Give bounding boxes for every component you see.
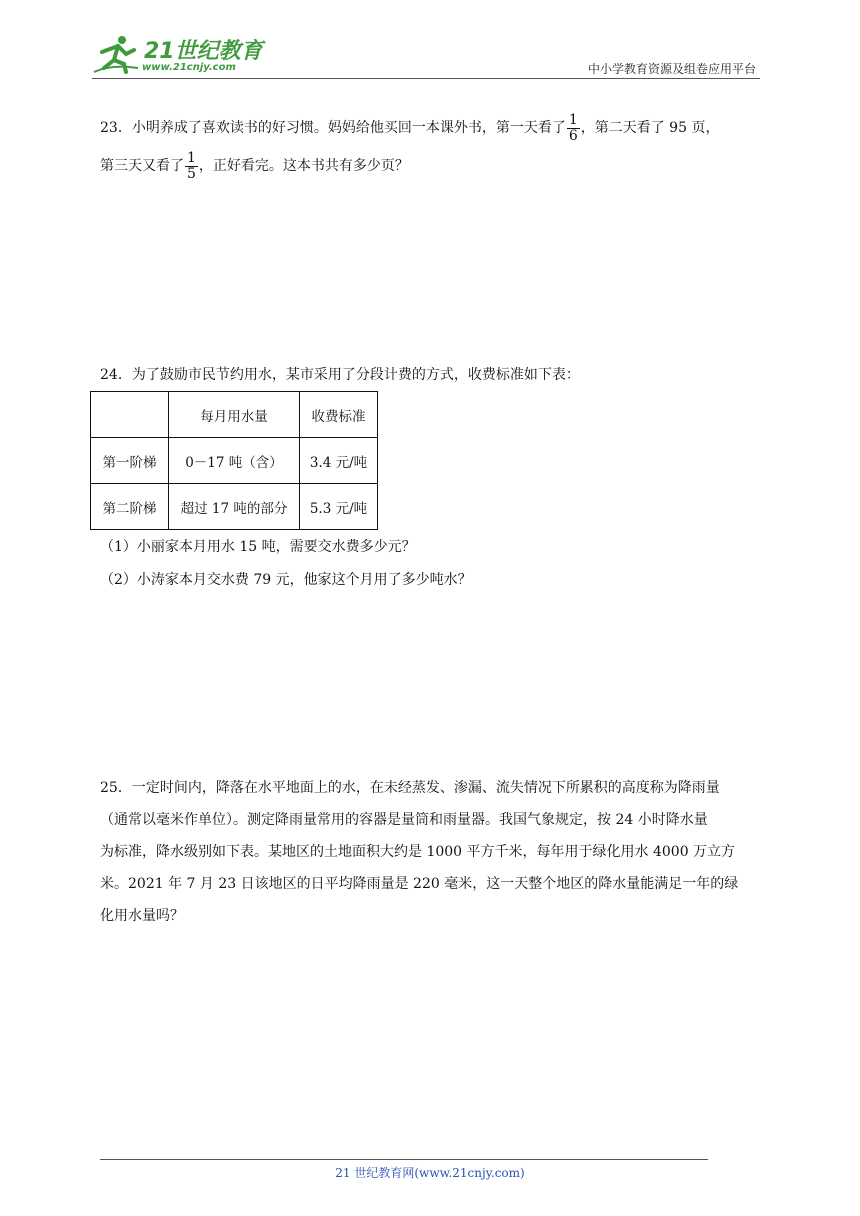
fraction-denominator: 6 <box>568 127 578 144</box>
q25-line: 为标准，降水级别如下表。某地区的土地面积大约是 1000 平方千米，每年用于绿化用水 4000 万立方 <box>100 844 736 860</box>
question-25 <box>100 772 776 932</box>
fraction-one-sixth <box>567 113 580 144</box>
q25-line: 25．一定时间内，降落在水平地面上的水，在未经蒸发、渗漏、流失情况下所累积的高度称为降雨量 <box>100 780 720 796</box>
footer-link[interactable]: 21 世纪教育网(www.21cnjy.com) <box>335 1166 525 1180</box>
header-divider <box>92 78 760 79</box>
table-row <box>91 438 378 484</box>
question-24-intro: 24．为了鼓励市民节约用水，某市采用了分段计费的方式，收费标准如下表： <box>100 367 580 383</box>
question-24-sub-1: （1）小丽家本月用水 15 吨，需要交水费多少元？ <box>100 539 416 555</box>
logo-url: www.21cnjy.com <box>142 62 236 73</box>
page-header <box>92 30 760 82</box>
q25-line: 米。2021 年 7 月 23 日该地区的日平均降雨量是 220 毫米，这一天整个地区的降水量能满足一年的绿 <box>100 876 739 892</box>
fraction-numerator: 1 <box>187 149 196 166</box>
footer-divider <box>100 1159 708 1160</box>
table-header-cell <box>91 392 169 438</box>
table-cell: 3.4 元/吨 <box>300 438 378 484</box>
running-figure-icon <box>92 34 140 74</box>
q23-text-b: ，第二天看了 95 页， <box>580 120 720 136</box>
q25-line: （通常以毫米作单位）。测定降雨量常用的容器是量筒和雨量器。我国气象规定，按 24 小时降水量 <box>100 812 708 828</box>
logo-text: 21世纪教育 <box>144 39 263 64</box>
fraction-numerator: 1 <box>568 111 578 128</box>
table-cell: 第一阶梯 <box>91 438 169 484</box>
fraction-denominator: 5 <box>187 165 196 182</box>
q23-text-d: ，正好看完。这本书共有多少页？ <box>198 158 409 174</box>
q23-text-c: 第三天又看了 <box>100 158 184 174</box>
site-logo[interactable] <box>92 34 272 78</box>
table-header-cell: 收费标准 <box>300 392 378 438</box>
table-cell: 0－17 吨（含） <box>169 438 300 484</box>
water-fee-table <box>90 391 378 530</box>
question-23-line-1 <box>100 108 776 148</box>
table-header-row <box>91 392 378 438</box>
question-24-sub-2: （2）小涛家本月交水费 79 元，他家这个月用了多少吨水？ <box>100 572 472 588</box>
q25-line: 化用水量吗？ <box>100 908 184 924</box>
table-header-cell: 每月用水量 <box>169 392 300 438</box>
q23-text-a: 23．小明养成了喜欢读书的好习惯。妈妈给他买回一本课外书，第一天看了 <box>100 120 566 136</box>
table-cell: 5.3 元/吨 <box>300 484 378 530</box>
question-23-line-2 <box>100 146 776 186</box>
table-cell: 超过 17 吨的部分 <box>169 484 300 530</box>
question-23 <box>100 108 776 186</box>
table-row <box>91 484 378 530</box>
header-platform-text: 中小学教育资源及组卷应用平台 <box>587 62 756 76</box>
table-cell: 第二阶梯 <box>91 484 169 530</box>
fraction-one-fifth <box>185 151 198 182</box>
